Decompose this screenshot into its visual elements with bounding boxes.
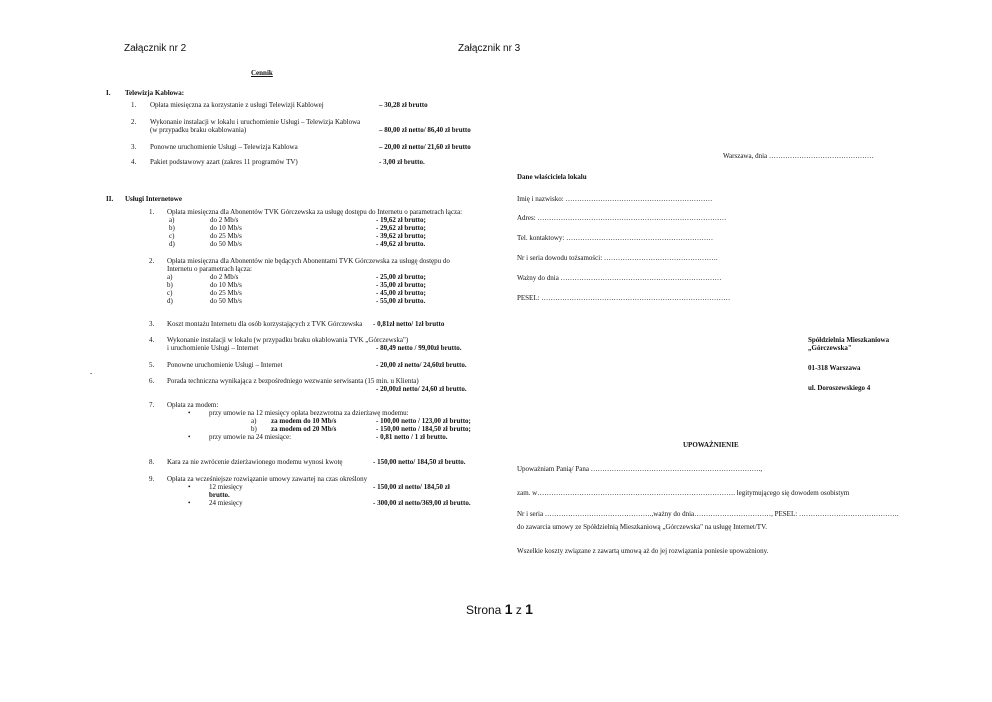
net-item-7-row-b-label: za modem od 20 Mb/s: [271, 425, 337, 433]
tv-item-2-text-line2: (w przypadku braku okablowania): [150, 126, 247, 134]
field-pesel: PESEL: ………………………………………………………………………: [517, 294, 731, 302]
net-item-7-row-a-label: za modem do 10 Mb/s: [271, 417, 337, 425]
authorization-line-1: Upoważniam Panią/ Pana ……………………………………………………………….,: [517, 465, 763, 473]
net-item-9-bullet-2: 24 miesięcy: [209, 499, 243, 507]
bullet-icon: •: [188, 483, 191, 491]
net-item-5-price: - 20,00 zł netto/ 24,60zł brutto.: [376, 361, 467, 369]
net-item-1-row-b-letter: b): [169, 224, 175, 232]
net-item-2-number: 2.: [149, 257, 155, 265]
field-name: Imię i nazwisko: ………………………………………………………: [517, 195, 713, 203]
net-item-1-text: Opłata miesięczna dla Abonentów TVK Górczewska za usługę dostępu do Internetu o parametrach łącza:: [167, 208, 463, 216]
bullet-icon: •: [188, 433, 191, 441]
coop-name-line2: „Górczewska": [808, 344, 852, 352]
authorization-title: UPOWAŻNIENIE: [683, 441, 739, 449]
coop-postal-code: 01-318 Warszawa: [808, 364, 861, 372]
field-address: Adres: ………………………………………………………………………: [517, 214, 727, 222]
net-item-8-price: - 150,00 netto/ 184,50 zł brutto.: [373, 458, 466, 466]
net-item-2-row-b-price: - 35,00 zł brutto;: [376, 281, 426, 289]
margin-dash: -: [90, 369, 93, 377]
date-line: Warszawa, dnia ………………………………………: [723, 152, 874, 160]
tv-item-3-number: 3.: [131, 143, 137, 151]
net-item-2-row-c-speed: do 25 Mb/s: [210, 289, 242, 297]
tv-item-1-price: – 30,28 zł brutto: [379, 101, 428, 109]
footer-separator: z: [512, 603, 526, 617]
net-item-1-row-c-price: - 39,62 zł brutto;: [376, 232, 426, 240]
field-valid-until: Ważny do dnia ……………………………………………………………: [517, 274, 722, 282]
net-item-2-text-line2: Internetu o parametrach łącza:: [167, 265, 252, 273]
authorization-line-3: Nr i seria ……………………………………….,ważny do dnia……………………………, PESEL: …………………………………….: [517, 510, 899, 518]
authorization-line-4: do zawarcia umowy ze Spółdzielnią Mieszkaniową „Górczewska" na usługę Internet/TV.: [517, 523, 767, 531]
tv-item-2-text-line1: Wykonanie instalacji w lokalu i uruchomienie Usługi – Telewizja Kablowa: [150, 118, 361, 126]
net-item-9-number: 9.: [149, 475, 155, 483]
header-attachment-3: Załącznik nr 3: [458, 43, 521, 54]
net-item-4-text-line2: i uruchomienie Usługi – Internet: [167, 344, 259, 352]
net-item-1-row-c-letter: c): [169, 232, 175, 240]
net-item-4-number: 4.: [149, 336, 155, 344]
net-item-7-number: 7.: [149, 401, 155, 409]
net-item-8-number: 8.: [149, 458, 155, 466]
bullet-icon: •: [188, 499, 191, 507]
net-item-4-text-line1: Wykonanie instalacji w lokalu (w przypadku braku okablowania TVK „Górczewska"): [167, 336, 409, 344]
footer-page-number: 1: [504, 601, 513, 617]
net-item-1-row-d-speed: do 50 Mb/s: [210, 240, 242, 248]
tv-item-4-price: - 3,00 zł brutto.: [379, 158, 425, 166]
tv-item-1-text: Opłata miesięczna za korzystanie z usługi Telewizji Kablowej: [150, 101, 324, 109]
net-item-3-number: 3.: [149, 320, 155, 328]
net-item-7-bullet-2-price: - 0,81 netto / 1 zł brutto.: [376, 433, 448, 441]
net-item-1-row-a-letter: a): [169, 216, 175, 224]
net-item-9-bullet-1-price: - 150,00 zł netto/ 184,50 zł: [373, 483, 450, 491]
net-item-9-bullet-1-price-cont: brutto.: [209, 491, 230, 499]
tv-item-4-text: Pakiet podstawowy azart (zakres 11 programów TV): [150, 158, 298, 166]
net-item-6-text: Porada techniczna wynikająca z bezpośredniego wezwanie serwisanta (15 min. u Klienta): [167, 377, 419, 385]
coop-name-line1: Spółdzielnia Mieszkaniowa: [808, 336, 890, 344]
net-item-3-text: Koszt montażu Internetu dla osób korzystających z TVK Górczewska: [167, 320, 363, 328]
net-item-4-price: - 80,49 netto / 99,00zł brutto.: [376, 344, 462, 352]
net-item-2-row-c-price: - 45,00 zł brutto;: [376, 289, 426, 297]
price-list-title: Cennik: [251, 69, 273, 77]
net-item-2-text-line1: Opłata miesięczna dla Abonentów nie będących Abonentami TVK Górczewska za usługę dostępu do: [167, 257, 450, 265]
net-item-1-number: 1.: [149, 208, 155, 216]
net-item-9-bullet-2-price: - 300,00 zł netto/369,00 zł brutto.: [373, 499, 471, 507]
net-item-2-row-d-speed: do 50 Mb/s: [210, 297, 242, 305]
tv-item-1-number: 1.: [131, 101, 137, 109]
net-item-1-row-d-letter: d): [169, 240, 175, 248]
bullet-icon: •: [188, 409, 191, 417]
net-item-5-number: 5.: [149, 361, 155, 369]
net-item-9-bullet-1: 12 miesięcy: [209, 483, 243, 491]
field-id-number: Nr i seria dowodu tożsamości: ………………………………………….: [517, 254, 718, 262]
header-attachment-2: Załącznik nr 2: [124, 43, 187, 54]
net-item-6-price: - 20,00zł netto/ 24,60 zł brutto.: [376, 385, 467, 393]
net-item-2-row-c-letter: c): [167, 289, 173, 297]
net-item-1-row-c-speed: do 25 Mb/s: [210, 232, 242, 240]
tv-item-2-number: 2.: [131, 118, 137, 126]
net-item-1-row-b-price: - 29,62 zł brutto;: [376, 224, 426, 232]
net-item-6-number: 6.: [149, 377, 155, 385]
authorization-line-2: zam. w…………………………………………………………………………. legitymującego się dowodem osobistym: [517, 489, 850, 497]
net-item-8-text: Kara za nie zwrócenie dzierżawionego modemu wynosi kwotę: [167, 458, 343, 466]
tv-item-4-number: 4.: [131, 158, 137, 166]
net-item-2-row-b-speed: do 10 Mb/s: [210, 281, 242, 289]
net-item-2-row-b-letter: b): [167, 281, 173, 289]
net-item-5-text: Ponowne uruchomienie Usługi – Internet: [167, 361, 283, 369]
net-item-7-row-a-letter: a): [251, 417, 257, 425]
footer-page-total: 1: [525, 601, 533, 617]
field-phone: Tel. kontaktowy: ………………………………………………………: [517, 234, 714, 242]
coop-street: ul. Doroszewskiego 4: [808, 384, 871, 392]
footer-prefix: Strona: [466, 603, 505, 617]
net-item-1-row-b-speed: do 10 Mb/s: [210, 224, 242, 232]
net-item-9-text: Opłata za wcześniejsze rozwiązanie umowy zawartej na czas określony: [167, 475, 368, 483]
authorization-line-5: Wszelkie koszty związane z zawartą umową aż do jej rozwiązania poniesie upoważniony.: [517, 547, 769, 555]
net-item-3-price: - 0,81zł netto/ 1zł brutto: [373, 320, 445, 328]
net-item-2-row-a-price: - 25,00 zł brutto;: [376, 273, 426, 281]
net-item-2-row-a-speed: do 2 Mb/s: [210, 273, 239, 281]
net-item-2-row-d-price: - 55,00 zł brutto.: [376, 297, 426, 305]
net-item-7-row-b-letter: b): [251, 425, 257, 433]
page-footer: [466, 601, 533, 617]
section-1-title: Telewizja Kablowa:: [125, 89, 185, 97]
net-item-1-row-d-price: - 49,62 zł brutto.: [376, 240, 426, 248]
section-2-number: II.: [106, 195, 114, 203]
tv-item-3-text: Ponowne uruchomienie Usługi – Telewizja Kablowa: [150, 143, 298, 151]
net-item-7-row-a-price: - 100,00 netto / 123,00 zł brutto;: [376, 417, 471, 425]
net-item-1-row-a-speed: do 2 Mb/s: [210, 216, 239, 224]
section-2-title: Usługi Internetowe: [125, 195, 182, 203]
net-item-7-bullet-1: przy umowie na 12 miesięcy opłata bezzwrotna za dzierżawę modemu:: [209, 409, 409, 417]
net-item-7-bullet-2: przy umowie na 24 miesiące:: [209, 433, 292, 441]
tv-item-2-price: – 80,00 zł netto/ 86,40 zł brutto: [379, 126, 471, 134]
section-1-number: I.: [106, 89, 111, 97]
owner-data-title: Dane właściciela lokalu: [517, 173, 587, 181]
net-item-1-row-a-price: - 19,62 zł brutto;: [376, 216, 426, 224]
tv-item-3-price: – 20,00 zł netto/ 21,60 zł brutto: [379, 143, 471, 151]
net-item-2-row-d-letter: d): [167, 297, 173, 305]
net-item-7-text: Opłata za modem:: [167, 401, 219, 409]
net-item-7-row-b-price: - 150,00 netto / 184,50 zł brutto;: [376, 425, 471, 433]
net-item-2-row-a-letter: a): [167, 273, 173, 281]
